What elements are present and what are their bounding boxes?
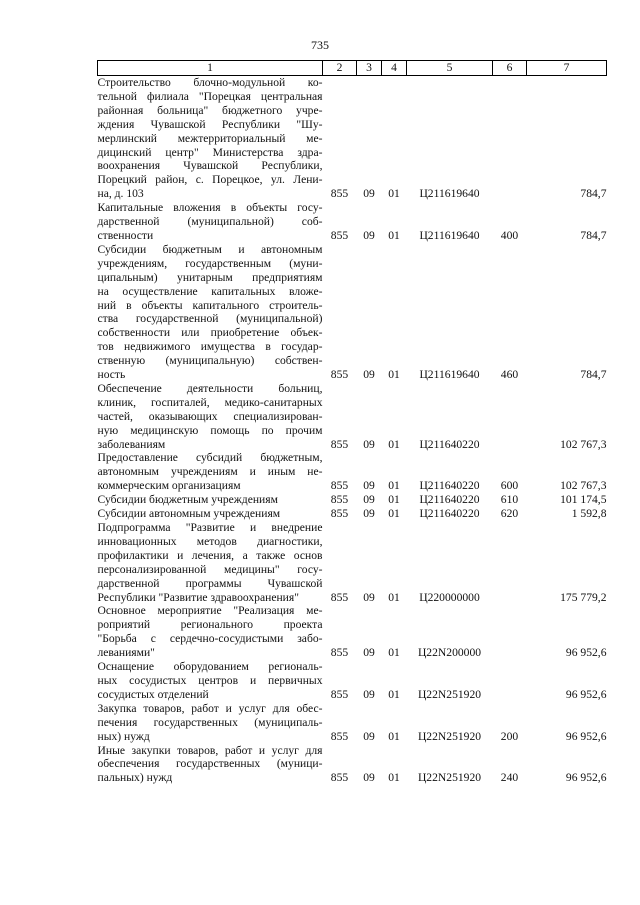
- description-line: ний в объекты капитального строитель-: [97, 298, 323, 312]
- description-line: профилактики и лечения, а также основ: [97, 548, 323, 562]
- row-description: [98, 702, 323, 744]
- section-code: 09: [363, 507, 375, 521]
- table-row: [98, 660, 607, 702]
- description-line: районная больница" бюджетного учре-: [97, 103, 323, 117]
- page-number: 735: [311, 38, 329, 52]
- expense-type-code: 200: [500, 729, 519, 743]
- description-line: Республики "Развитие здравоохранения": [97, 590, 299, 604]
- amount: 96 952,6: [565, 729, 607, 743]
- section-code: 09: [363, 228, 375, 242]
- section-code: 09: [363, 729, 375, 743]
- amount: 101 174,5: [560, 493, 607, 507]
- target-article-code: Ц220000000: [419, 590, 480, 604]
- description-line: "Борьба с сердечно-сосудистыми забо-: [97, 632, 323, 646]
- description-line: учреждениям, государственным (муни-: [97, 256, 323, 270]
- description-line: Основное мероприятие "Реализация ме-: [97, 604, 323, 618]
- column-header-6: 6: [493, 61, 527, 76]
- expense-type-code: [493, 660, 527, 702]
- table-row: [98, 744, 607, 786]
- subsection-code: 01: [388, 771, 400, 785]
- ministry-code: 855: [330, 228, 349, 242]
- expense-type-code: [493, 521, 527, 604]
- description-line: мерлинский межтерриториальный ме-: [97, 131, 323, 145]
- description-line: ных сосудистых центров и первичных: [97, 673, 323, 687]
- row-description: [98, 382, 323, 452]
- subsection-code: 01: [388, 493, 400, 507]
- ministry-code: 855: [330, 687, 349, 701]
- description-line: клиник, госпиталей, медико-санитарных: [97, 395, 323, 409]
- row-description: [98, 507, 323, 521]
- description-line: на осуществление капитальных вложе-: [97, 284, 323, 298]
- table-row: [98, 243, 607, 382]
- amount: 784,7: [580, 228, 607, 242]
- subsection-code: 01: [388, 228, 400, 242]
- subsection-code: 01: [388, 646, 400, 660]
- subsection-code: 01: [388, 687, 400, 701]
- table-row: [98, 76, 607, 202]
- description-line: Подпрограмма "Развитие и внедрение: [97, 521, 323, 534]
- table-row: [98, 507, 607, 521]
- column-header-1: 1: [98, 61, 323, 76]
- description-line: воохранения Чувашской Республики,: [97, 159, 323, 173]
- column-header-5: 5: [407, 61, 493, 76]
- subsection-code: 01: [388, 729, 400, 743]
- expense-type-code: 240: [500, 771, 519, 785]
- expense-type-code: [493, 382, 527, 452]
- expense-type-code: 610: [500, 493, 519, 507]
- table-row: [98, 382, 607, 452]
- table-row: [98, 451, 607, 493]
- description-line: дарственной программы Чувашской: [97, 576, 323, 590]
- section-code: 09: [363, 493, 375, 507]
- description-line: пальных) нужд: [97, 771, 173, 785]
- description-line: ственную (муниципальную) собствен-: [97, 354, 323, 368]
- description-line: Оснащение оборудованием региональ-: [97, 660, 323, 674]
- column-header-2: 2: [323, 61, 357, 76]
- description-line: Предоставление субсидий бюджетным,: [97, 451, 323, 465]
- section-code: 09: [363, 590, 375, 604]
- ministry-code: 855: [330, 729, 349, 743]
- description-line: автономным учреждениям и иным не-: [97, 465, 323, 479]
- description-line: сосудистых отделений: [97, 687, 209, 701]
- description-line: на, д. 103: [97, 187, 144, 201]
- description-line: роприятий регионального проекта: [97, 618, 323, 632]
- description-line: Строительство блочно-модульной ко-: [97, 76, 323, 89]
- description-line: Субсидии бюджетным учреждениям: [97, 493, 278, 507]
- table-row: [98, 604, 607, 660]
- target-article-code: Ц211640220: [419, 437, 480, 451]
- section-code: 09: [363, 479, 375, 493]
- subsection-code: 01: [388, 437, 400, 451]
- ministry-code: 855: [330, 507, 349, 521]
- description-line: тельной филиала "Порецкая центральная: [97, 89, 323, 103]
- table-row: [98, 201, 607, 243]
- ministry-code: 855: [330, 771, 349, 785]
- target-article-code: Ц22N251920: [417, 771, 482, 785]
- section-code: 09: [363, 771, 375, 785]
- description-line: ципальным) унитарным предприятиям: [97, 270, 323, 284]
- table-row: [98, 521, 607, 604]
- column-header-3: 3: [357, 61, 382, 76]
- row-description: [98, 660, 323, 702]
- section-code: 09: [363, 187, 375, 201]
- column-header-7: 7: [527, 61, 607, 76]
- description-line: ственности: [97, 228, 154, 242]
- subsection-code: 01: [388, 187, 400, 201]
- section-code: 09: [363, 687, 375, 701]
- amount: 102 767,3: [560, 479, 607, 493]
- section-code: 09: [363, 368, 375, 382]
- description-line: Капитальные вложения в объекты госу-: [97, 201, 323, 215]
- target-article-code: Ц22N251920: [417, 687, 482, 701]
- expense-type-code: [493, 76, 527, 202]
- amount: 96 952,6: [565, 687, 607, 701]
- subsection-code: 01: [388, 507, 400, 521]
- description-line: Порецкий район, с. Порецкое, ул. Лени-: [97, 173, 323, 187]
- description-line: Обеспечение деятельности больниц,: [97, 381, 323, 395]
- target-article-code: Ц211640220: [419, 507, 480, 521]
- target-article-code: Ц22N251920: [417, 729, 482, 743]
- description-line: заболеваниям: [97, 437, 166, 451]
- description-line: ность: [97, 368, 126, 382]
- row-description: [98, 451, 323, 493]
- description-line: ную медицинскую помощь по прочим: [97, 423, 323, 437]
- ministry-code: 855: [330, 187, 349, 201]
- ministry-code: 855: [330, 479, 349, 493]
- expense-type-code: 600: [500, 479, 519, 493]
- section-code: 09: [363, 437, 375, 451]
- amount: 96 952,6: [565, 771, 607, 785]
- table-body: [98, 76, 607, 786]
- ministry-code: 855: [330, 493, 349, 507]
- description-line: тов недвижимого имущества в государ-: [97, 340, 323, 354]
- table-row: [98, 702, 607, 744]
- description-line: Иные закупки товаров, работ и услуг для: [97, 743, 323, 757]
- row-description: [98, 493, 323, 507]
- ministry-code: 855: [330, 590, 349, 604]
- description-line: Субсидии автономным учреждениям: [97, 507, 281, 521]
- expense-type-code: [493, 604, 527, 660]
- target-article-code: Ц211640220: [419, 479, 480, 493]
- ministry-code: 855: [330, 437, 349, 451]
- description-line: инновационных методов диагностики,: [97, 534, 323, 548]
- description-line: печения государственных (муниципаль-: [97, 715, 323, 729]
- description-line: частей, оказывающих специализирован-: [97, 409, 323, 423]
- description-line: Закупка товаров, работ и услуг для обес-: [97, 701, 323, 715]
- subsection-code: 01: [388, 368, 400, 382]
- budget-table: [97, 60, 607, 785]
- description-line: леваниями": [97, 646, 155, 660]
- row-description: [98, 243, 323, 382]
- section-code: 09: [363, 646, 375, 660]
- description-line: дицинский центр" Министерства здра-: [97, 145, 323, 159]
- target-article-code: Ц211619640: [419, 228, 480, 242]
- description-line: дарственной (муниципальной) соб-: [97, 215, 323, 229]
- subsection-code: 01: [388, 590, 400, 604]
- amount: 784,7: [580, 187, 607, 201]
- subsection-code: 01: [388, 479, 400, 493]
- table-header-row: [98, 61, 607, 76]
- ministry-code: 855: [330, 368, 349, 382]
- description-line: ждения Чувашской Республики "Шу-: [97, 117, 323, 131]
- row-description: [98, 744, 323, 786]
- expense-type-code: 620: [500, 507, 519, 521]
- description-line: Субсидии бюджетным и автономным: [97, 242, 323, 256]
- row-description: [98, 521, 323, 604]
- column-header-4: 4: [382, 61, 407, 76]
- target-article-code: Ц211640220: [419, 493, 480, 507]
- amount: 102 767,3: [560, 437, 607, 451]
- description-line: ства государственной (муниципальной): [97, 312, 323, 326]
- description-line: персонализированной медицины" госу-: [97, 562, 323, 576]
- expense-type-code: 400: [500, 228, 519, 242]
- description-line: ных) нужд: [97, 729, 150, 743]
- target-article-code: Ц211619640: [419, 187, 480, 201]
- description-line: собственности или приобретение объек-: [97, 326, 323, 340]
- row-description: [98, 76, 323, 202]
- amount: 784,7: [580, 368, 607, 382]
- row-description: [98, 201, 323, 243]
- target-article-code: Ц211619640: [419, 368, 480, 382]
- amount: 175 779,2: [560, 590, 607, 604]
- target-article-code: Ц22N200000: [417, 646, 482, 660]
- description-line: коммерческим организациям: [97, 479, 241, 493]
- table-row: [98, 493, 607, 507]
- amount: 96 952,6: [565, 646, 607, 660]
- expense-type-code: 460: [500, 368, 519, 382]
- row-description: [98, 604, 323, 660]
- ministry-code: 855: [330, 646, 349, 660]
- amount: 1 592,8: [571, 507, 607, 521]
- description-line: обеспечения государственных (муници-: [97, 757, 323, 771]
